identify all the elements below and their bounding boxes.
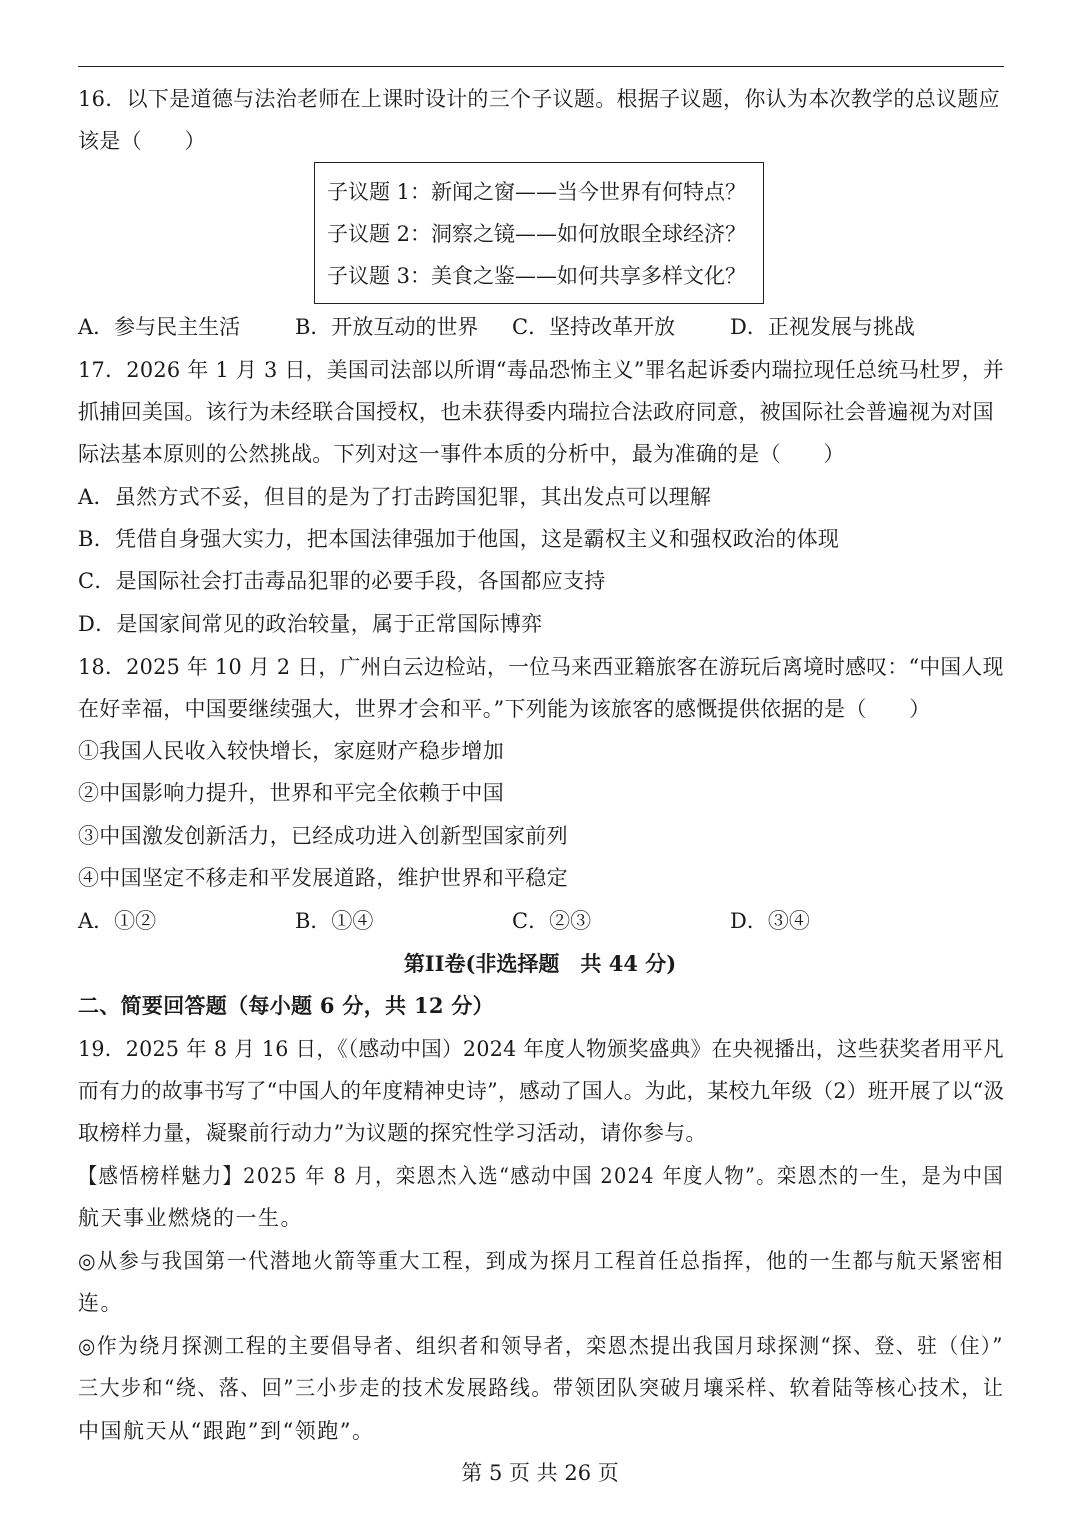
q18-stem-line1: 18．2025 年 10 月 2 日，广州白云边检站，一位马来西亚籍旅客在游玩后离境时感叹：“中国人现 xyxy=(78,655,1004,679)
q19-stem-line3: 取榜样力量，凝聚前行动力”为议题的探究性学习活动，请你参与。 xyxy=(78,1121,707,1145)
q16-stem-line2: 该是（ ） xyxy=(78,129,206,153)
q18-option-d[interactable]: D．③④ xyxy=(730,909,810,933)
q16-options xyxy=(78,312,1004,342)
q18-stem-line2: 在好幸福，中国要继续强大，世界才会和平。”下列能为该旅客的感慨提供依据的是（ ） xyxy=(78,697,931,721)
q18-option-a[interactable]: A．①② xyxy=(78,909,157,933)
q16-sub-topics-box xyxy=(314,162,764,304)
q18-option-b[interactable]: B．①④ xyxy=(295,909,374,933)
q18-statement-3: ③中国激发创新活力，已经成功进入创新型国家前列 xyxy=(78,824,568,848)
section2-heading: 二、简要回答题（每小题 6 分，共 12 分） xyxy=(78,993,494,1018)
q18-option-c[interactable]: C．②③ xyxy=(512,909,592,933)
top-divider xyxy=(78,66,1004,67)
q17-option-a[interactable]: A．虽然方式不妥，但目的是为了打击跨国犯罪，其出发点可以理解 xyxy=(78,485,712,509)
q17-option-c[interactable]: C．是国际社会打击毒品犯罪的必要手段，各国都应支持 xyxy=(78,569,606,593)
q17-stem-line2: 抓捕回美国。该行为未经联合国授权，也未获得委内瑞拉合法政府同意，被国际社会普遍视为对国 xyxy=(78,400,994,424)
q16-stem-line1: 16．以下是道德与法治老师在上课时设计的三个子议题。根据子议题，你认为本次教学的总议题应 xyxy=(78,87,1000,111)
q16-option-a[interactable]: A．参与民主生活 xyxy=(78,315,241,339)
q16-option-c[interactable]: C．坚持改革开放 xyxy=(512,315,676,339)
q19-material-line7: 中国航天从“跟跑”到“领跑”。 xyxy=(78,1419,375,1443)
q19-stem-line1: 19．2025 年 8 月 16 日，《（感动中国）2024 年度人物颁奖盛典》在央视播出，这些获奖者用平凡 xyxy=(78,1037,1004,1061)
q18-statement-1: ①我国人民收入较快增长，家庭财产稳步增加 xyxy=(78,739,504,763)
q17-stem-line3: 际法基本原则的公然挑战。下列对这一事件本质的分析中，最为准确的是（ ） xyxy=(78,442,845,466)
q16-option-d[interactable]: D．正视发展与挑战 xyxy=(730,315,915,339)
q19-material-line5: ◎作为绕月探测工程的主要倡导者、组织者和领导者，栾恩杰提出我国月球探测“探、登、驻（住）” xyxy=(78,1334,1004,1358)
q17-option-d[interactable]: D．是国家间常见的政治较量，属于正常国际博弈 xyxy=(78,612,543,636)
q19-material-line4: 连。 xyxy=(78,1291,123,1315)
sub-topic-3: 子议题 3：美食之鉴——如何共享多样文化？ xyxy=(327,264,747,288)
sub-topic-1: 子议题 1：新闻之窗——当今世界有何特点？ xyxy=(327,180,747,204)
q19-material-line2: 航天事业燃烧的一生。 xyxy=(78,1206,303,1230)
q18-statement-4: ④中国坚定不移走和平发展道路，维护世界和平稳定 xyxy=(78,866,568,890)
q18-options xyxy=(78,906,1004,936)
q19-material-line3: ◎从参与我国第一代潜地火箭等重大工程，到成为探月工程首任总指挥，他的一生都与航天紧密相 xyxy=(78,1249,1004,1273)
q18-statement-2: ②中国影响力提升，世界和平完全依赖于中国 xyxy=(78,781,504,805)
page-footer: 第 5 页 共 26 页 xyxy=(461,1461,619,1485)
q17-option-b[interactable]: B．凭借自身强大实力，把本国法律强加于他国，这是霸权主义和强权政治的体现 xyxy=(78,527,840,551)
sub-topic-2: 子议题 2：洞察之镜——如何放眼全球经济？ xyxy=(327,222,747,246)
part2-title: 第II卷(非选择题 共 44 分) xyxy=(403,951,677,976)
q17-stem-line1: 17．2026 年 1 月 3 日，美国司法部以所谓“毒品恐怖主义”罪名起诉委内瑞拉现任总统马杜罗，并 xyxy=(78,358,1005,382)
q19-stem-line2: 而有力的故事书写了“中国人的年度精神史诗”，感动了国人。为此，某校九年级（2）班开展了以“汲 xyxy=(78,1079,1005,1103)
q19-material-line1: 【感悟榜样魅力】2025 年 8 月，栾恩杰入选“感动中国 2024 年度人物”。栾恩杰的一生，是为中国 xyxy=(78,1164,1005,1188)
q19-material-line6: 三大步和“绕、落、回”三小步走的技术发展路线。带领团队突破月壤采样、软着陆等核心技术，让 xyxy=(78,1376,1005,1400)
q16-option-b[interactable]: B．开放互动的世界 xyxy=(295,315,479,339)
